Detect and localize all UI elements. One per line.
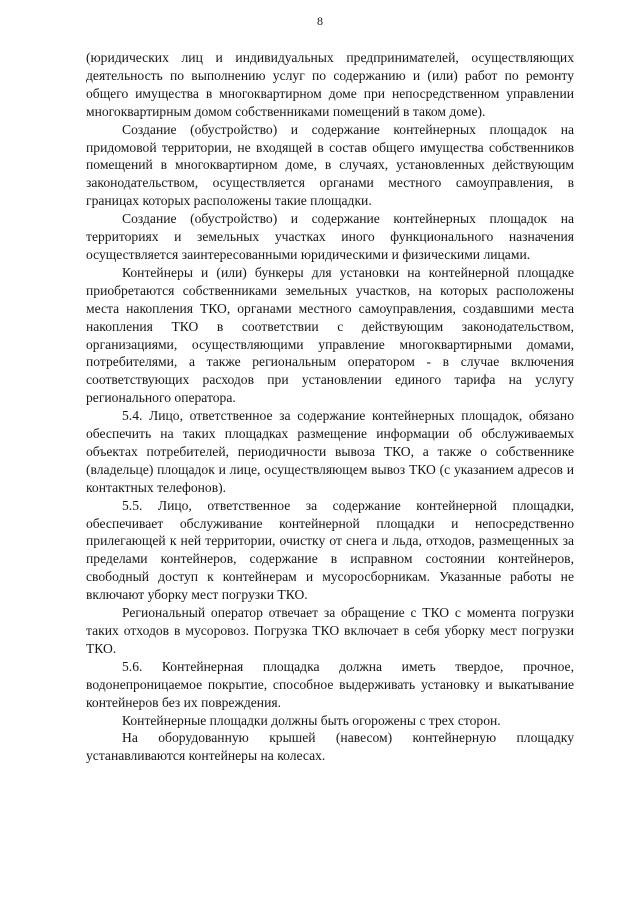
paragraph-adjacent-territory: Создание (обустройство) и содержание контейнерных площадок на придомовой территории, не входящей в состав общего имущества собственников помещений в многоквартирном доме, в случаях, установленных действующим законодательством, осуществляется органами местного самоуправления, в границах которых расположены такие площадки. — [86, 121, 574, 209]
paragraph-other-territories: Создание (обустройство) и содержание контейнерных площадок на территориях и земельных участках иного функционального назначения осуществляется заинтересованными юридическими и физическими лицами. — [86, 211, 574, 262]
paragraph-5-5: 5.5. Лицо, ответственное за содержание контейнерной площадки, обеспечивает обслуживание контейнерной площадки и непосредственно прилегающей к ней территории, очистку от снега и льда, отходов, размещенных за пределами контейнеров, содержание в исправном состоянии контейнеров, свободный доступ к контейнерам и мусоросборникам. Указанные работы не включают уборку мест погрузки ТКО. — [86, 497, 574, 603]
page-number: 8 — [317, 14, 323, 28]
document-body — [86, 49, 574, 765]
paragraph-regional-operator: Региональный оператор отвечает за обращение с ТКО с момента погрузки таких отходов в мусоровоз. Погрузка ТКО включает в себя уборку мест погрузки ТКО. — [86, 605, 574, 656]
paragraph-continuation: (юридических лиц и индивидуальных предпринимателей, осуществляющих деятельность по выполнению услуг по содержанию и (или) работ по ремонту общего имущества в многоквартирном доме при непосредственном управлении многоквартирным домом собственниками помещений в таком доме). — [86, 50, 574, 119]
paragraph-containers-purchase: Контейнеры и (или) бункеры для установки на контейнерной площадке приобретаются собственниками земельных участков, на которых расположены места накопления ТКО, органами местного самоуправления, создавшими места накопления ТКО в соответствии с действующим законодательством, организациями, осуществляющими управление многоквартирными домами, потребителями, а также региональным оператором - в случае включения соответствующих расходов при установлении единого тарифа на услугу регионального оператора. — [86, 264, 574, 406]
paragraph-5-6: 5.6. Контейнерная площадка должна иметь твердое, прочное, водонепроницаемое покрытие, способное выдерживать установку и выкатывание контейнеров без их повреждения. — [86, 658, 574, 710]
paragraph-fencing: Контейнерные площадки должны быть огорожены с трех сторон. — [122, 712, 501, 728]
paragraph-roofed-platform: На оборудованную крышей (навесом) контейнерную площадку устанавливаются контейнеры на колесах. — [86, 730, 574, 764]
paragraph-5-4: 5.4. Лицо, ответственное за содержание контейнерных площадок, обязано обеспечить на таких площадках размещение информации об обслуживаемых объектах потребителей, периодичности вывоза ТКО, а также о собственнике (владельце) площадок и лице, осуществляющем вывоз ТКО (с указанием адресов и контактных телефонов). — [86, 408, 574, 495]
